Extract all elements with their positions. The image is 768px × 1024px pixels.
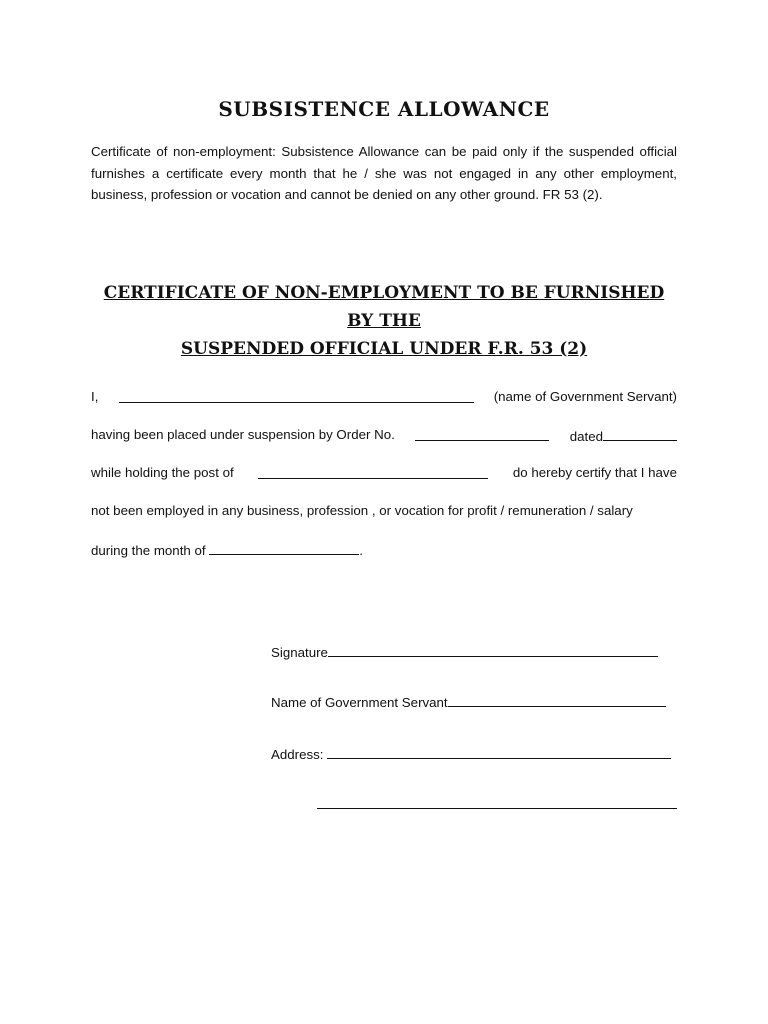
order-date-blank[interactable] — [603, 427, 677, 441]
form-line-month-suffix: . — [359, 543, 363, 558]
form-line-order — [91, 427, 677, 444]
certificate-heading-line-2: SUSPENDED OFFICIAL UNDER F.R. 53 (2) — [180, 339, 588, 359]
signature-line — [271, 643, 658, 660]
order-number-blank[interactable] — [415, 427, 549, 441]
certificate-heading-line-1: CERTIFICATE OF NON-EMPLOYMENT TO BE FURNISHED BY THE — [103, 283, 665, 331]
month-blank[interactable] — [209, 541, 359, 555]
signature-blank[interactable] — [328, 643, 658, 657]
form-line-employment — [91, 503, 677, 518]
address-label: Address: — [271, 747, 324, 762]
name-label: Name of Government Servant — [271, 695, 448, 710]
dated-label: dated — [569, 429, 603, 444]
address-line-2 — [317, 795, 677, 812]
form-line-name — [91, 389, 677, 404]
address-blank-2[interactable] — [317, 795, 677, 809]
form-line-post — [91, 465, 677, 480]
form-line-month — [91, 541, 677, 558]
form-line-post-suffix: do hereby certify that I have — [512, 465, 677, 480]
government-servant-name-blank[interactable] — [119, 389, 474, 403]
post-held-blank[interactable] — [258, 465, 488, 479]
form-line-name-suffix: (name of Government Servant) — [493, 389, 677, 404]
address-line — [271, 745, 671, 762]
form-line-post-prefix: while holding the post of — [91, 465, 234, 480]
signature-label: Signature — [271, 645, 328, 660]
form-line-name-prefix: I, — [91, 389, 99, 404]
form-line-order-dated — [570, 427, 677, 444]
form-line-order-prefix: having been placed under suspension by Order No. — [91, 427, 395, 442]
document-title: SUBSISTENCE ALLOWANCE — [218, 97, 550, 121]
intro-paragraph: Certificate of non-employment: Subsistence Allowance can be paid only if the suspended official furnishes a certificate every month that he / she was not engaged in any other employment, business, profession or vocation and cannot be denied on any other ground. FR 53 (2). — [91, 144, 677, 202]
form-line-month-prefix: during the month of — [91, 543, 206, 558]
address-blank-1[interactable] — [327, 745, 671, 759]
name-blank[interactable] — [448, 693, 666, 707]
form-line-employment-text: not been employed in any business, profession , or vocation for profit / remuneration / salary — [91, 503, 633, 518]
name-line — [271, 693, 666, 710]
certificate-heading — [91, 279, 677, 363]
